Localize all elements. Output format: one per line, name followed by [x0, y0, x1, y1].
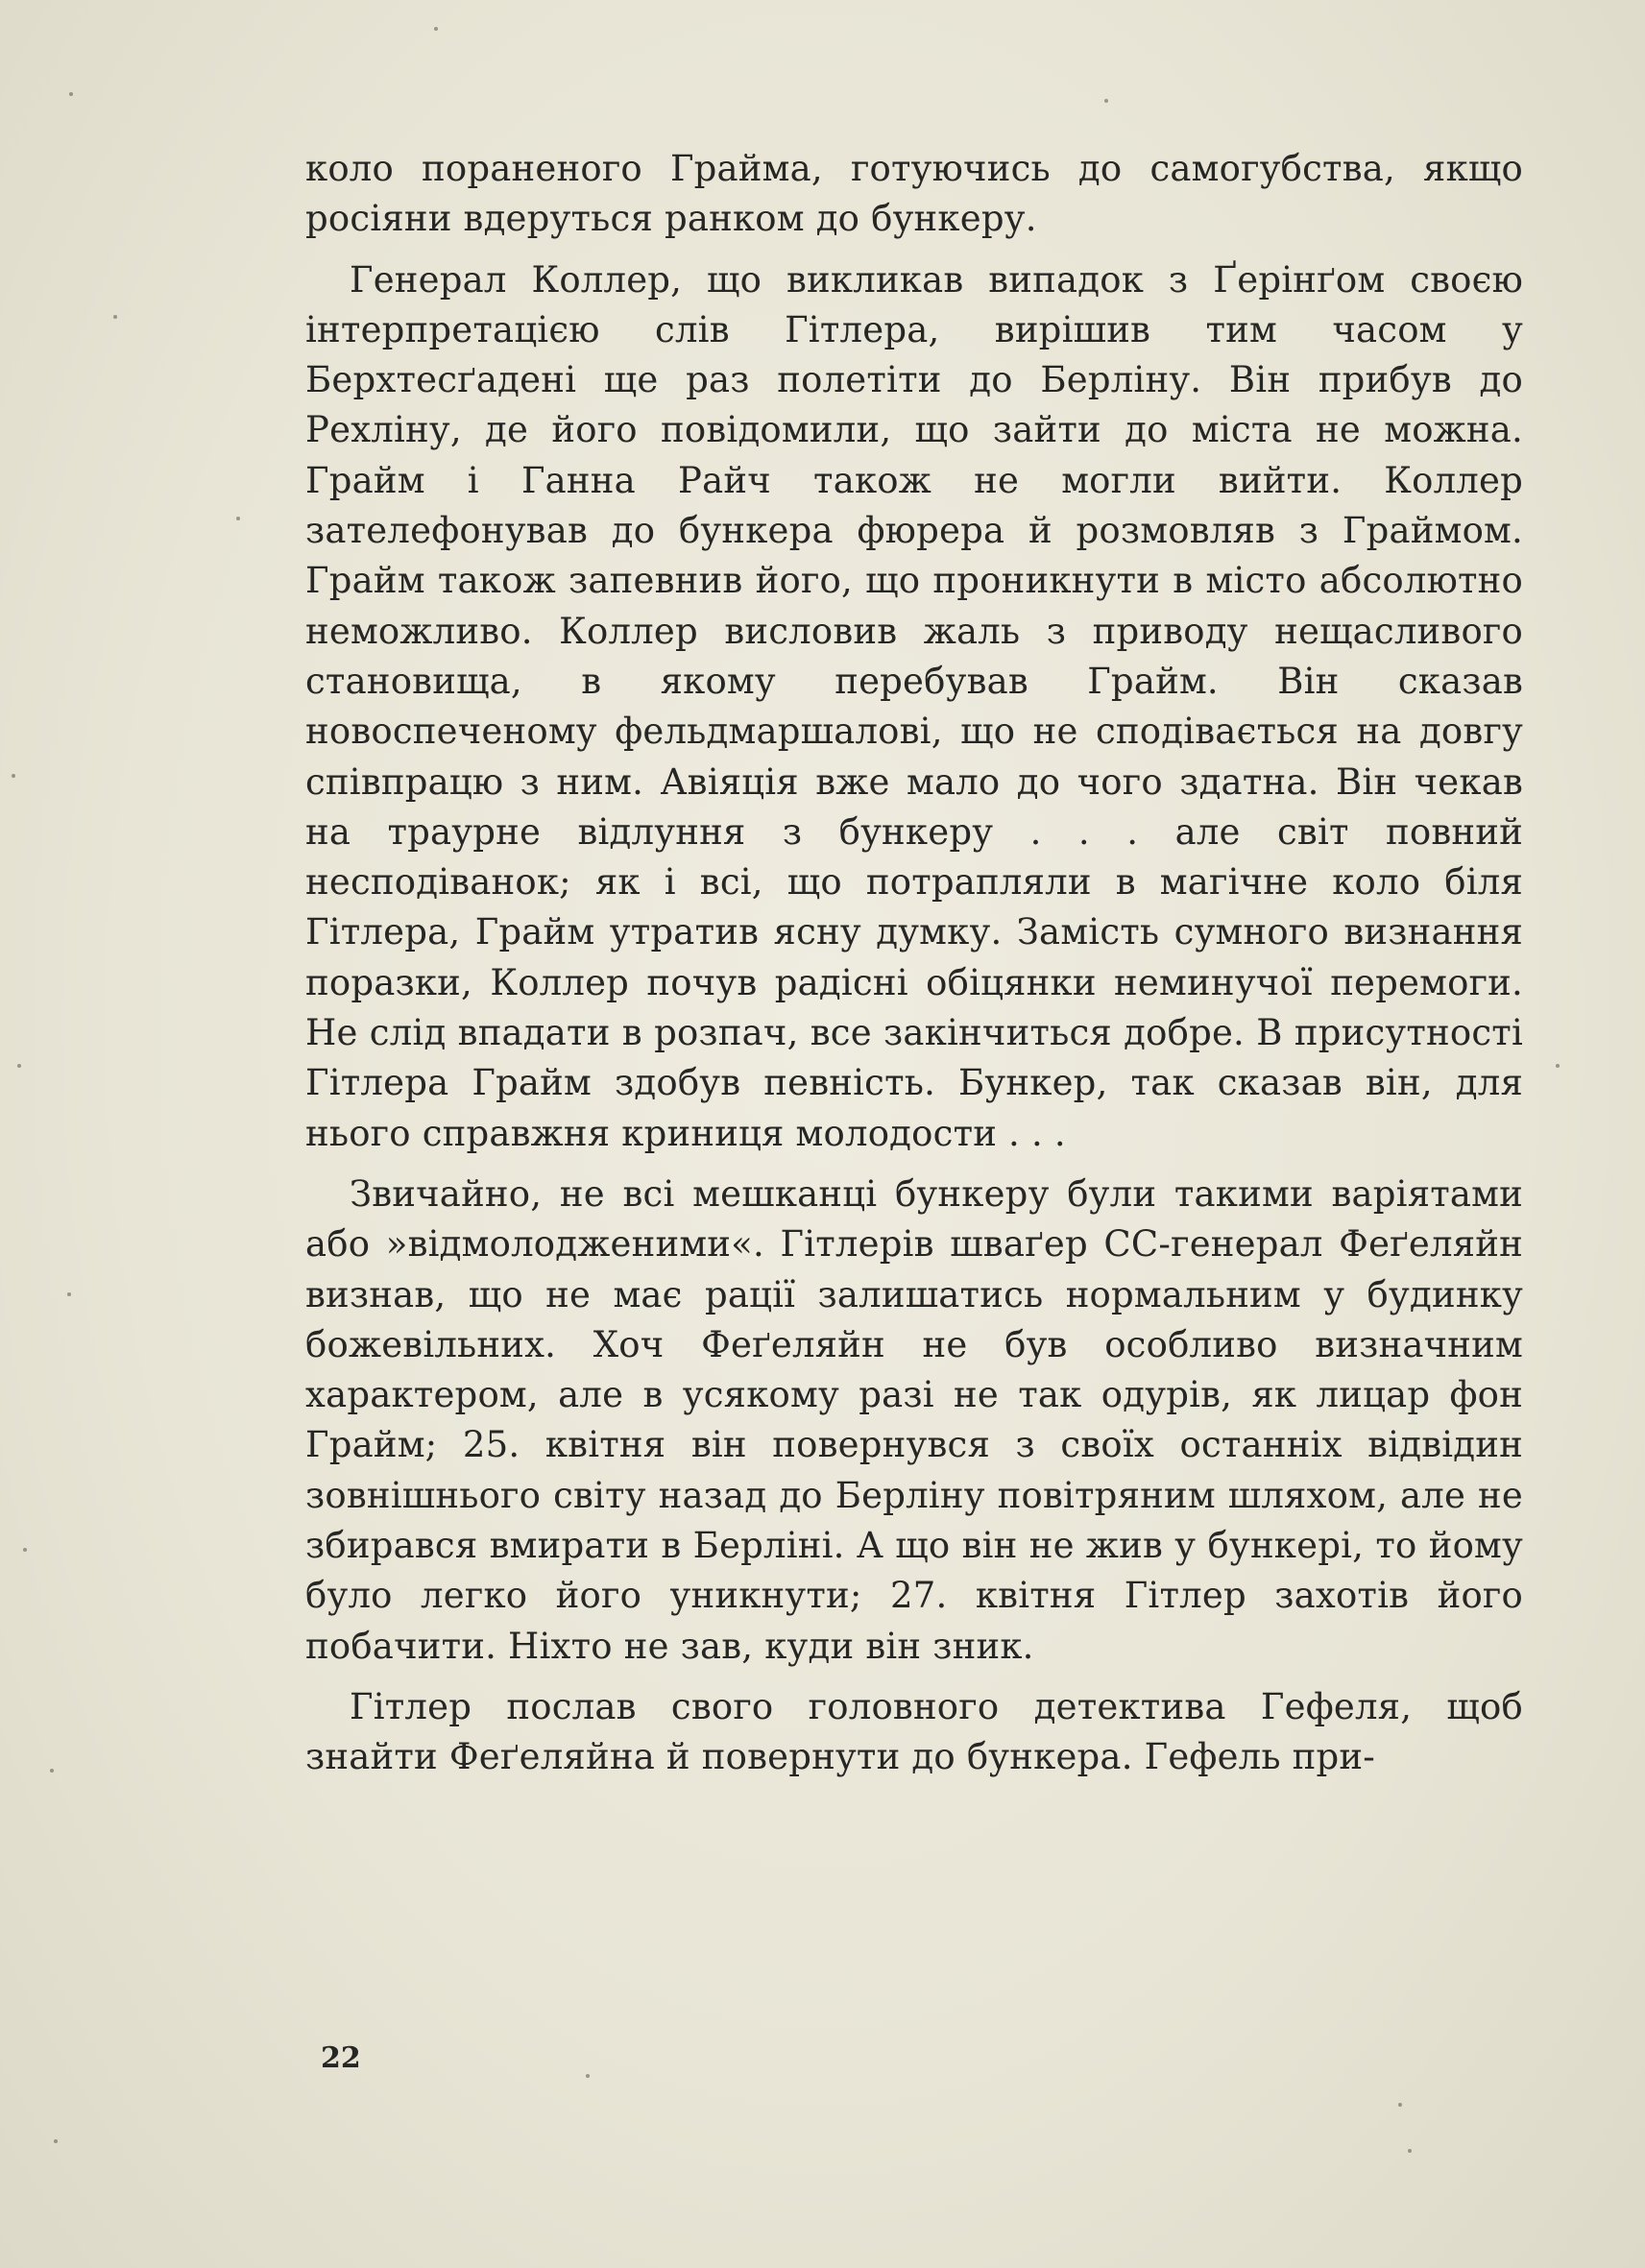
scan-speck: [586, 2074, 590, 2078]
page-number: 22: [321, 2041, 361, 2075]
paragraph: Генерал Коллер, що викликав випадок з Ґерінґом своєю інтерпретацією слів Гітлера, вирішив тим часом у Берхтесґадені ще раз полетіти до Берліну. Він прибув до Рехліну, де його повідомили, що зайти до міста не можна. Грайм і Ганна Райч також не могли вийти. Коллер зателефонував до бункера фюрера й розмовляв з Граймом. Грайм також запевнив його, що проникнути в місто абсолютно неможливо. Коллер висловив жаль з приводу нещасливого становища, в якому перебував Грайм. Він сказав новоспеченому фельдмаршалові, що не сподівається на довгу співпрацю з ним. Авіяція вже мало до чого здатна. Він чекав на траурне відлуння з бункеру . . . але світ повний несподіванок; як і всі, що потрапляли в магічне коло біля Гітлера, Грайм утратив ясну думку. Замість сумного визнання поразки, Коллер почув радісні обіцянки неминучої перемоги. Не слід впадати в розпач, все закінчиться добре. В присутності Гітлера Грайм здобув певність. Бункер, так сказав він, для нього справжня криниця молодости . . .: [305, 258, 1523, 1154]
scan-speck: [1556, 1064, 1560, 1068]
scan-speck: [1104, 99, 1108, 103]
scan-speck: [67, 1292, 71, 1296]
scan-speck: [1398, 2103, 1402, 2107]
paragraph: Звичайно, не всі мешканці бункеру були такими варіятами або »відмолодженими«. Гітлерів шваґер СС-генерал Феґеляйн визнав, що не має рації залишатись нормальним у будинку божевільних. Хоч Феґеляйн не був особливо визначним характером, але в усякому разі не так одурів, як лицар фон Грайм; 25. квітня він повернувся з своїх останніх відвідин зовнішнього світу назад до Берліну повітряним шляхом, але не збирався вмирати в Берліні. А що він не жив у бункері, то йому було легко його уникнути; 27. квітня Гітлер захотів його побачити. Ніхто не зав, куди він зник.: [305, 1172, 1523, 1667]
scan-speck: [12, 774, 15, 778]
body-text: [305, 144, 1523, 1783]
scan-speck: [17, 1064, 21, 1068]
paragraph: коло пораненого Грайма, готуючись до самогубства, якщо росіяни вдеруться ранком до бункеру.: [305, 148, 1523, 240]
scan-speck: [113, 315, 117, 319]
scan-speck: [23, 1548, 27, 1552]
scan-speck: [434, 27, 438, 31]
scan-speck: [69, 92, 73, 96]
scan-speck: [50, 1769, 54, 1773]
paragraph: Гітлер послав свого головного детектива Гефеля, щоб знайти Феґеляйна й повернути до бункера. Гефель при-: [305, 1685, 1523, 1778]
scan-speck: [1408, 2149, 1412, 2153]
scan-speck: [236, 517, 240, 520]
scan-speck: [54, 2139, 58, 2143]
